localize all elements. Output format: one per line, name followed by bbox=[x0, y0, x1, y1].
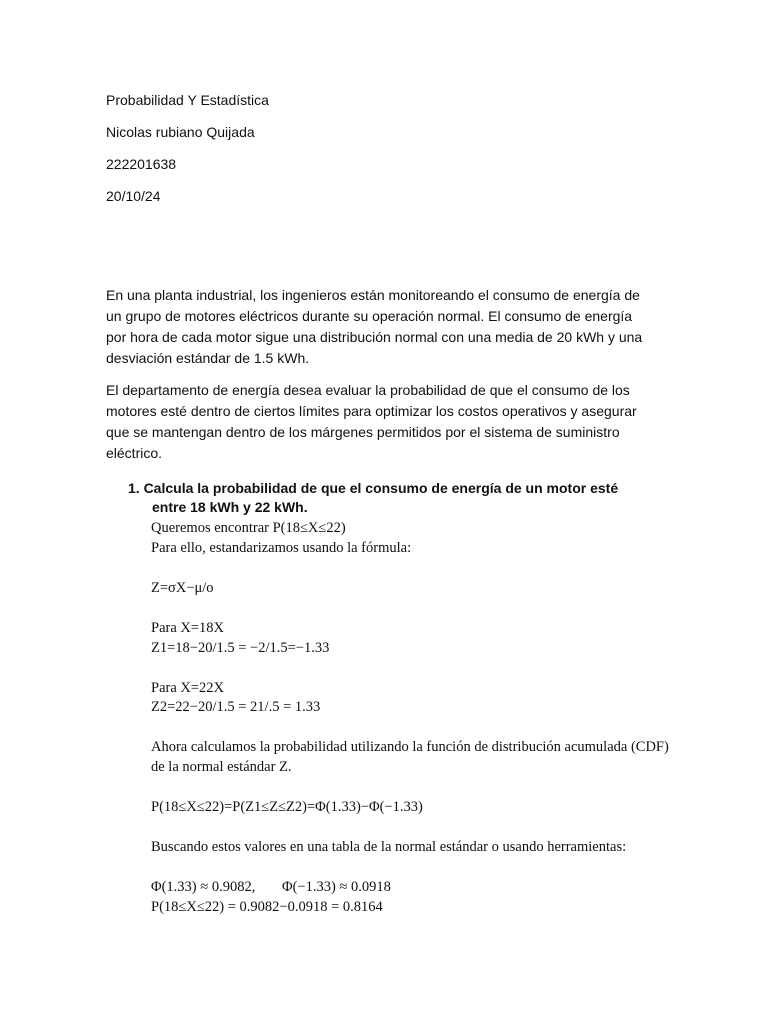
solution-line: Para X=22X bbox=[151, 680, 225, 696]
phi-positive-value: Φ(1.33) ≈ 0.9082, bbox=[151, 879, 256, 895]
formula-z1: Z1=18−20/1.5 = −2/1.5=−1.33 bbox=[151, 640, 330, 656]
phi-negative-value: Φ(−1.33) ≈ 0.0918 bbox=[282, 879, 391, 895]
student-id: 222201638 bbox=[106, 156, 177, 172]
formula-z: Z=σX−μ/o bbox=[151, 580, 214, 596]
solution-line: Para X=18X bbox=[151, 620, 225, 636]
intro-p1-line: por hora de cada motor sigue una distribución normal con una media de 20 kWh y una bbox=[106, 329, 643, 345]
intro-p1-line: desviación estándar de 1.5 kWh. bbox=[106, 350, 310, 366]
intro-p2-line: motores esté dentro de ciertos límites para optimizar los costos operativos y asegurar bbox=[106, 403, 637, 419]
solution-line: Buscando estos valores en una tabla de la normal estándar o usando herramientas: bbox=[151, 839, 627, 855]
formula-probability: P(18≤X≤22)=P(Z1≤Z≤Z2)=Φ(1.33)−Φ(−1.33) bbox=[151, 799, 423, 815]
intro-p2-line: que se mantengan dentro de los márgenes permitidos por el sistema de suministro bbox=[106, 424, 620, 440]
student-name: Nicolas rubiano Quijada bbox=[106, 124, 255, 140]
intro-p2-line: El departamento de energía desea evaluar la probabilidad de que el consumo de los bbox=[106, 382, 630, 398]
final-result: P(18≤X≤22) = 0.9082−0.0918 = 0.8164 bbox=[151, 899, 383, 915]
solution-line: Para ello, estandarizamos usando la fórmula: bbox=[151, 540, 412, 556]
document-date: 20/10/24 bbox=[106, 188, 161, 204]
intro-p2-line: eléctrico. bbox=[106, 445, 163, 461]
intro-paragraph-1 bbox=[106, 285, 666, 369]
solution-line: de la normal estándar Z. bbox=[151, 759, 292, 775]
question-1-heading bbox=[128, 479, 618, 517]
solution-line: Queremos encontrar P(18≤X≤22) bbox=[151, 520, 346, 536]
question-1-line: 1. Calcula la probabilidad de que el consumo de energía de un motor esté bbox=[128, 480, 619, 496]
formula-z2: Z2=22−20/1.5 = 21/.5 = 1.33 bbox=[151, 699, 321, 715]
course-title: Probabilidad Y Estadística bbox=[106, 92, 269, 108]
solution-line: Ahora calculamos la probabilidad utilizando la función de distribución acumulada (CDF) bbox=[151, 739, 669, 755]
question-1-line: entre 18 kWh y 22 kWh. bbox=[152, 499, 308, 515]
intro-p1-line: En una planta industrial, los ingenieros están monitoreando el consumo de energía de bbox=[106, 287, 640, 303]
intro-paragraph-2 bbox=[106, 380, 666, 464]
intro-p1-line: un grupo de motores eléctricos durante su operación normal. El consumo de energía bbox=[106, 308, 633, 324]
